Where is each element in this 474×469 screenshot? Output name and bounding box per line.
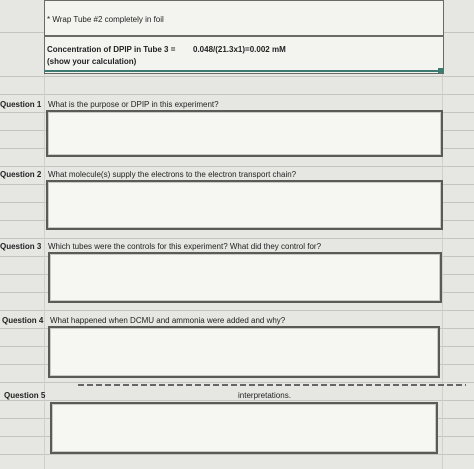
question-3-label: Question 3 — [0, 242, 42, 251]
instruction-box — [44, 0, 444, 36]
question-2-answer-box[interactable] — [46, 180, 443, 230]
foil-note: * Wrap Tube #2 completely in foil — [47, 15, 164, 24]
cell-selection-edge — [44, 70, 442, 72]
concentration-label: Concentration of DPIP in Tube 3 = — [47, 45, 176, 54]
question-1-answer-box[interactable] — [46, 110, 443, 157]
question-4-text: What happened when DCMU and ammonia were added and why? — [50, 316, 286, 325]
question-2-label: Question 2 — [0, 170, 42, 179]
question-5-text: interpretations. — [238, 391, 291, 400]
question-2-text: What molecule(s) supply the electrons to the electron transport chain? — [48, 170, 297, 179]
cut-off-text-line — [78, 384, 466, 386]
concentration-box[interactable] — [44, 36, 444, 74]
show-calculation-label: (show your calculation) — [47, 57, 137, 66]
question-1-label: Question 1 — [0, 100, 42, 109]
question-5-answer-box[interactable] — [50, 402, 438, 454]
question-5-label: Question 5 — [4, 391, 46, 400]
question-3-text: Which tubes were the controls for this experiment? What did they control for? — [48, 242, 322, 251]
concentration-value: 0.048/(21.3x1)=0.002 mM — [193, 45, 286, 54]
question-1-text: What is the purpose or DPIP in this experiment? — [48, 100, 219, 109]
question-3-answer-box[interactable] — [48, 252, 442, 303]
question-4-label: Question 4 — [2, 316, 44, 325]
question-4-answer-box[interactable] — [48, 326, 440, 378]
cell-selection-handle[interactable] — [438, 68, 443, 73]
